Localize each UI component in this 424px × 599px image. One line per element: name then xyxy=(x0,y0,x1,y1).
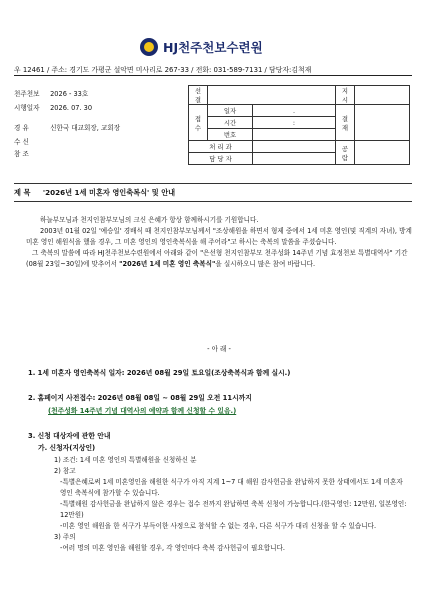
body-text xyxy=(26,215,412,270)
logo-emblem-icon xyxy=(140,38,158,56)
number-blank xyxy=(253,129,336,141)
item-2: 2. 홈페이지 사전접수: 2026년 08월 08일 ~ 08월 29일 오전 11시까지 xyxy=(28,394,252,402)
time-cell: 시간 xyxy=(208,117,253,129)
public-blank xyxy=(355,141,410,165)
doc-number-label: 천주천보 xyxy=(14,90,40,98)
address-line: 우 12461 / 주소: 경기도 가평군 설악면 미사리로 267-33 / 전화: 031-589-7131 / 담당자:김척재 xyxy=(14,66,312,74)
date-cell: 일자 xyxy=(208,105,253,117)
receive-label: 수 신 xyxy=(14,138,29,146)
recipient-label: 경 유 xyxy=(14,124,29,132)
public-cell: 공 람 xyxy=(336,141,355,165)
body-paragraph-2: 2003년 01월 02일 '예승일' 경배식 때 천지인참부모님께서 "조상해원을 하면서 형제 중에서 1세 미혼 영인(및 직계의 자녀), 방계 미혼 영인 해원식을 했을 경우, 그 미혼 영인의 영인축복식을 해 주어라"고 하시는 축복의 말씀을 주셨습니다. xyxy=(26,227,412,246)
date-label: 시행일자 xyxy=(14,104,40,112)
below-heading: - 아 래 - xyxy=(207,345,231,353)
reference-row xyxy=(14,148,48,158)
reference-c: -미혼 영인 해원을 한 식구가 부득이한 사정으로 참석할 수 없는 경우, 다른 식구가 대리 신청을 할 수 있습니다. xyxy=(60,522,377,530)
recipient-value: 신한국 대교회장, 교회장 xyxy=(50,124,121,132)
date-value: 2026. 07. 30 xyxy=(50,104,93,112)
title-bottom-rule xyxy=(14,201,412,202)
header-divider xyxy=(14,75,412,76)
staff-cell: 담 당 자 xyxy=(189,153,253,165)
title-label: 제 목 xyxy=(14,188,31,197)
reference-label: 참 조 xyxy=(14,150,29,158)
document-title xyxy=(14,188,175,198)
instruction-cell: 지 시 xyxy=(336,86,355,105)
decision-blank xyxy=(355,105,410,141)
dept-blank xyxy=(253,141,336,153)
reference-b: -특별해원 감사헌금을 완납하지 않은 경우는 접수 전까지 완납하면 축복 신청이 가능합니다.(한국영인: 12만원, 일본영인: 12만원) xyxy=(60,500,407,519)
item-3-ga: 가. 신청자(지상인) xyxy=(38,444,96,452)
decision-cell: 결 재 xyxy=(336,105,355,141)
approval-blank xyxy=(208,86,336,105)
time-value: : xyxy=(253,117,336,129)
body-paragraph-3: 그 축복의 말씀에 따라 HJ천주천보수련원에서 아래와 같이 "은선형 천지인참부모 천주성화 14주년 기념 효정천보 특별대역사" 기간(08월 23일~30일)에 맞추어서 "2026년 1세 미혼 영인 축복식"을 실시하오니 많은 참여 바랍니다. xyxy=(26,249,408,268)
date-row xyxy=(14,102,92,112)
reference-heading: 2) 참고 xyxy=(54,467,76,475)
receive-row xyxy=(14,136,48,146)
approval-cell: 선 결 xyxy=(189,86,208,105)
number-cell: 번호 xyxy=(208,129,253,141)
item-3-details xyxy=(54,455,410,554)
date-dots: . xyxy=(253,105,336,117)
item-1: 1. 1세 미혼자 영인축복식 일자: 2026년 08월 29일 토요일(조상축복식과 함께 실시.) xyxy=(28,369,291,377)
reference-a: -특별은혜로써 1세 미혼영인을 해원한 식구가 아직 지계 1~7 대 해원 감사헌금을 완납하지 못한 상태에서도 1세 미혼자 영인 축복식에 참가할 수 있습니다. xyxy=(60,478,403,497)
approval-box xyxy=(188,85,410,165)
caution-heading: 3) 주의 xyxy=(54,533,76,541)
instruction-blank xyxy=(355,86,410,105)
doc-number: 2026 - 33호 xyxy=(50,90,89,98)
body-paragraph-1: 하늘부모님과 천지인참부모님의 크신 은혜가 항상 함께하시기를 기원합니다. xyxy=(40,216,259,224)
item-3: 3. 신청 대상자에 관한 안내 xyxy=(28,432,111,440)
org-name: HJ천주천보수련원 xyxy=(163,40,263,55)
caution-a: -여러 명의 미혼 영인을 해원할 경우, 각 영인마다 축복 감사헌금이 필요합니다. xyxy=(60,544,285,552)
receipt-cell: 접 수 xyxy=(189,105,208,141)
dept-cell: 처 리 과 xyxy=(189,141,253,153)
recipient-row xyxy=(14,122,120,132)
doc-number-row xyxy=(14,88,88,98)
item-2-note: (천주성화 14주년 기념 대역사의 예약과 함께 신청할 수 있음.) xyxy=(48,407,237,415)
title-top-rule xyxy=(14,183,412,184)
org-logo xyxy=(140,36,290,58)
staff-blank xyxy=(253,153,336,165)
title-text: '2026년 1세 미혼자 영인축복식' 및 안내 xyxy=(42,188,176,197)
condition-line: 1) 조건: 1세 미혼 영인의 특별해원을 신청하신 분 xyxy=(54,456,197,464)
